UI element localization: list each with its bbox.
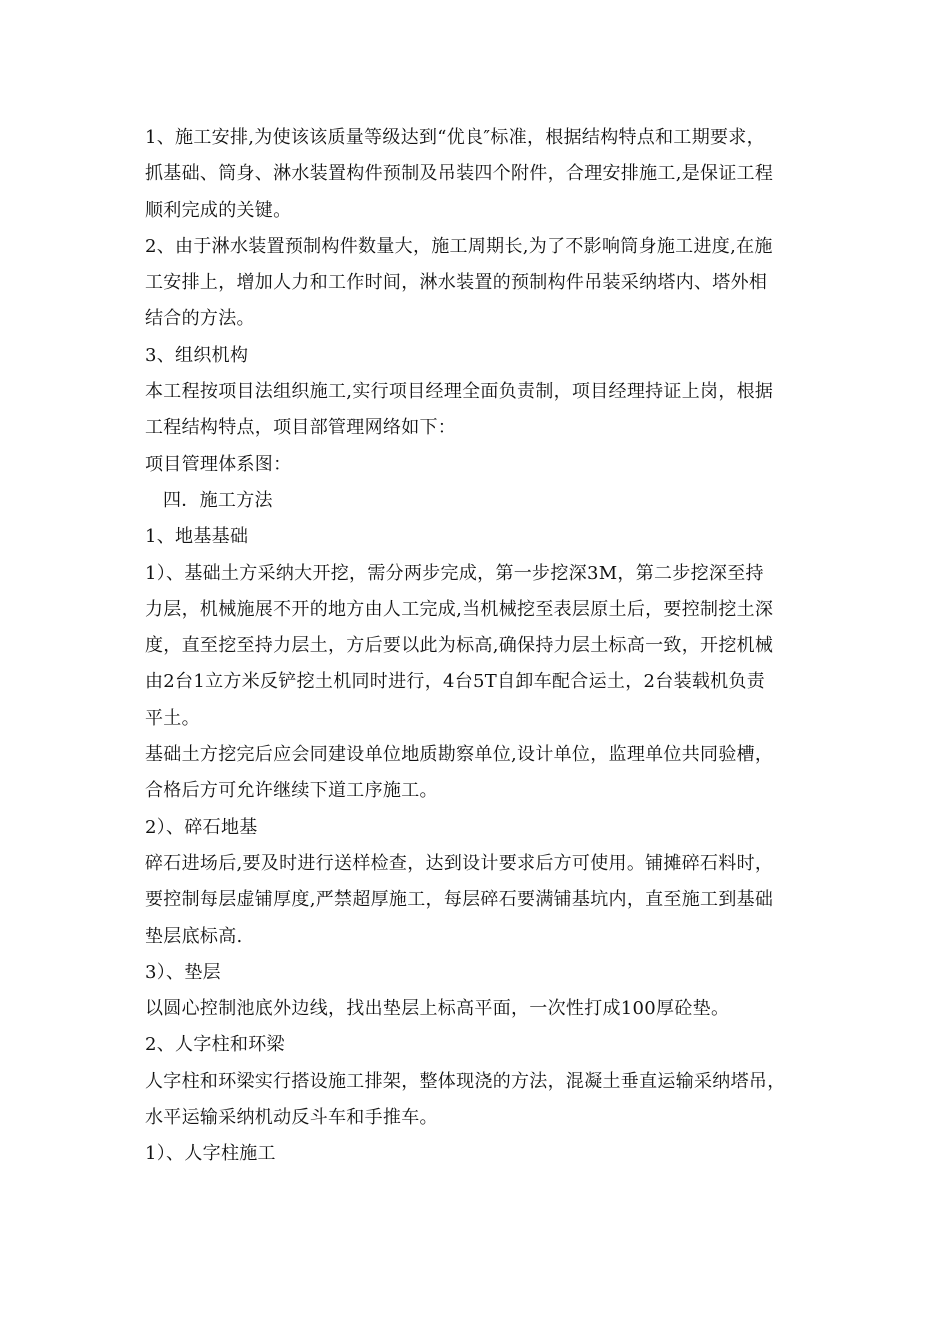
subsection-heading: 1）、人字柱施工 <box>145 1143 276 1165</box>
text-line: 平土。 <box>145 707 200 729</box>
document-body <box>145 120 815 1173</box>
subsection-heading: 3）、垫层 <box>145 961 221 983</box>
chapter-heading: 四．施工方法 <box>163 489 273 511</box>
text-line: 顺利完成的关键。 <box>145 199 292 221</box>
subsection-heading: 2）、碎石地基 <box>145 816 258 838</box>
text-line: 本工程按项目法组织施工,实行项目经理全面负责制，项目经理持证上岗，根据 <box>145 381 774 403</box>
section-heading: 1、地基基础 <box>145 526 249 548</box>
text-line: 人字柱和环梁实行搭设施工排架，整体现浇的方法，混凝土垂直运输采纳塔吊， <box>145 1070 786 1092</box>
text-line: 水平运输采纳机动反斗车和手推车。 <box>145 1107 438 1129</box>
text-line: 工安排上，增加人力和工作时间，淋水装置的预制构件吊装采纳塔内、塔外相 <box>145 272 768 294</box>
text-line: 1、施工安排,为使该该质量等级达到“优良″标准，根据结构特点和工期要求， <box>145 127 765 148</box>
text-line: 度，直至挖至持力层土，方后要以此为标高,确保持力层土标高一致，开挖机械 <box>145 635 774 657</box>
text-line: 合格后方可允许继续下道工序施工。 <box>145 780 438 802</box>
text-line: 结合的方法。 <box>145 308 255 330</box>
text-line: 1）、基础土方采纳大开挖，需分两步完成，第一步挖深3M，第二步挖深至持 <box>145 562 764 584</box>
text-line: 以圆心控制池底外边线，找出垫层上标高平面，一次性打成100厚砼垫。 <box>145 998 730 1020</box>
section-heading: 2、人字柱和环梁 <box>145 1034 285 1056</box>
text-line: 碎石进场后,要及时进行送样检查，达到设计要求后方可使用。铺摊碎石料时， <box>145 852 774 874</box>
text-line: 2、由于淋水装置预制构件数量大，施工周期长,为了不影响筒身施工进度,在施 <box>145 235 773 257</box>
text-line: 工程结构特点，项目部管理网络如下： <box>145 417 457 439</box>
text-line: 垫层底标高. <box>145 925 243 947</box>
text-line: 力层，机械施展不开的地方由人工完成,当机械挖至表层原土后，要控制挖土深 <box>145 598 774 620</box>
text-line: 由2台1立方米反铲挖土机同时进行，4台5T自卸车配合运土，2台装载机负责 <box>145 671 766 693</box>
diagram-caption: 项目管理体系图： <box>145 453 292 475</box>
text-line: 抓基础、筒身、淋水装置构件预制及吊装四个附件，合理安排施工,是保证工程 <box>145 163 774 185</box>
text-line: 基础土方挖完后应会同建设单位地质勘察单位,设计单位，监理单位共同验槽， <box>145 744 774 766</box>
section-heading: 3、组织机构 <box>145 344 249 366</box>
text-line: 要控制每层虚铺厚度,严禁超厚施工，每层碎石要满铺基坑内，直至施工到基础 <box>145 889 774 911</box>
